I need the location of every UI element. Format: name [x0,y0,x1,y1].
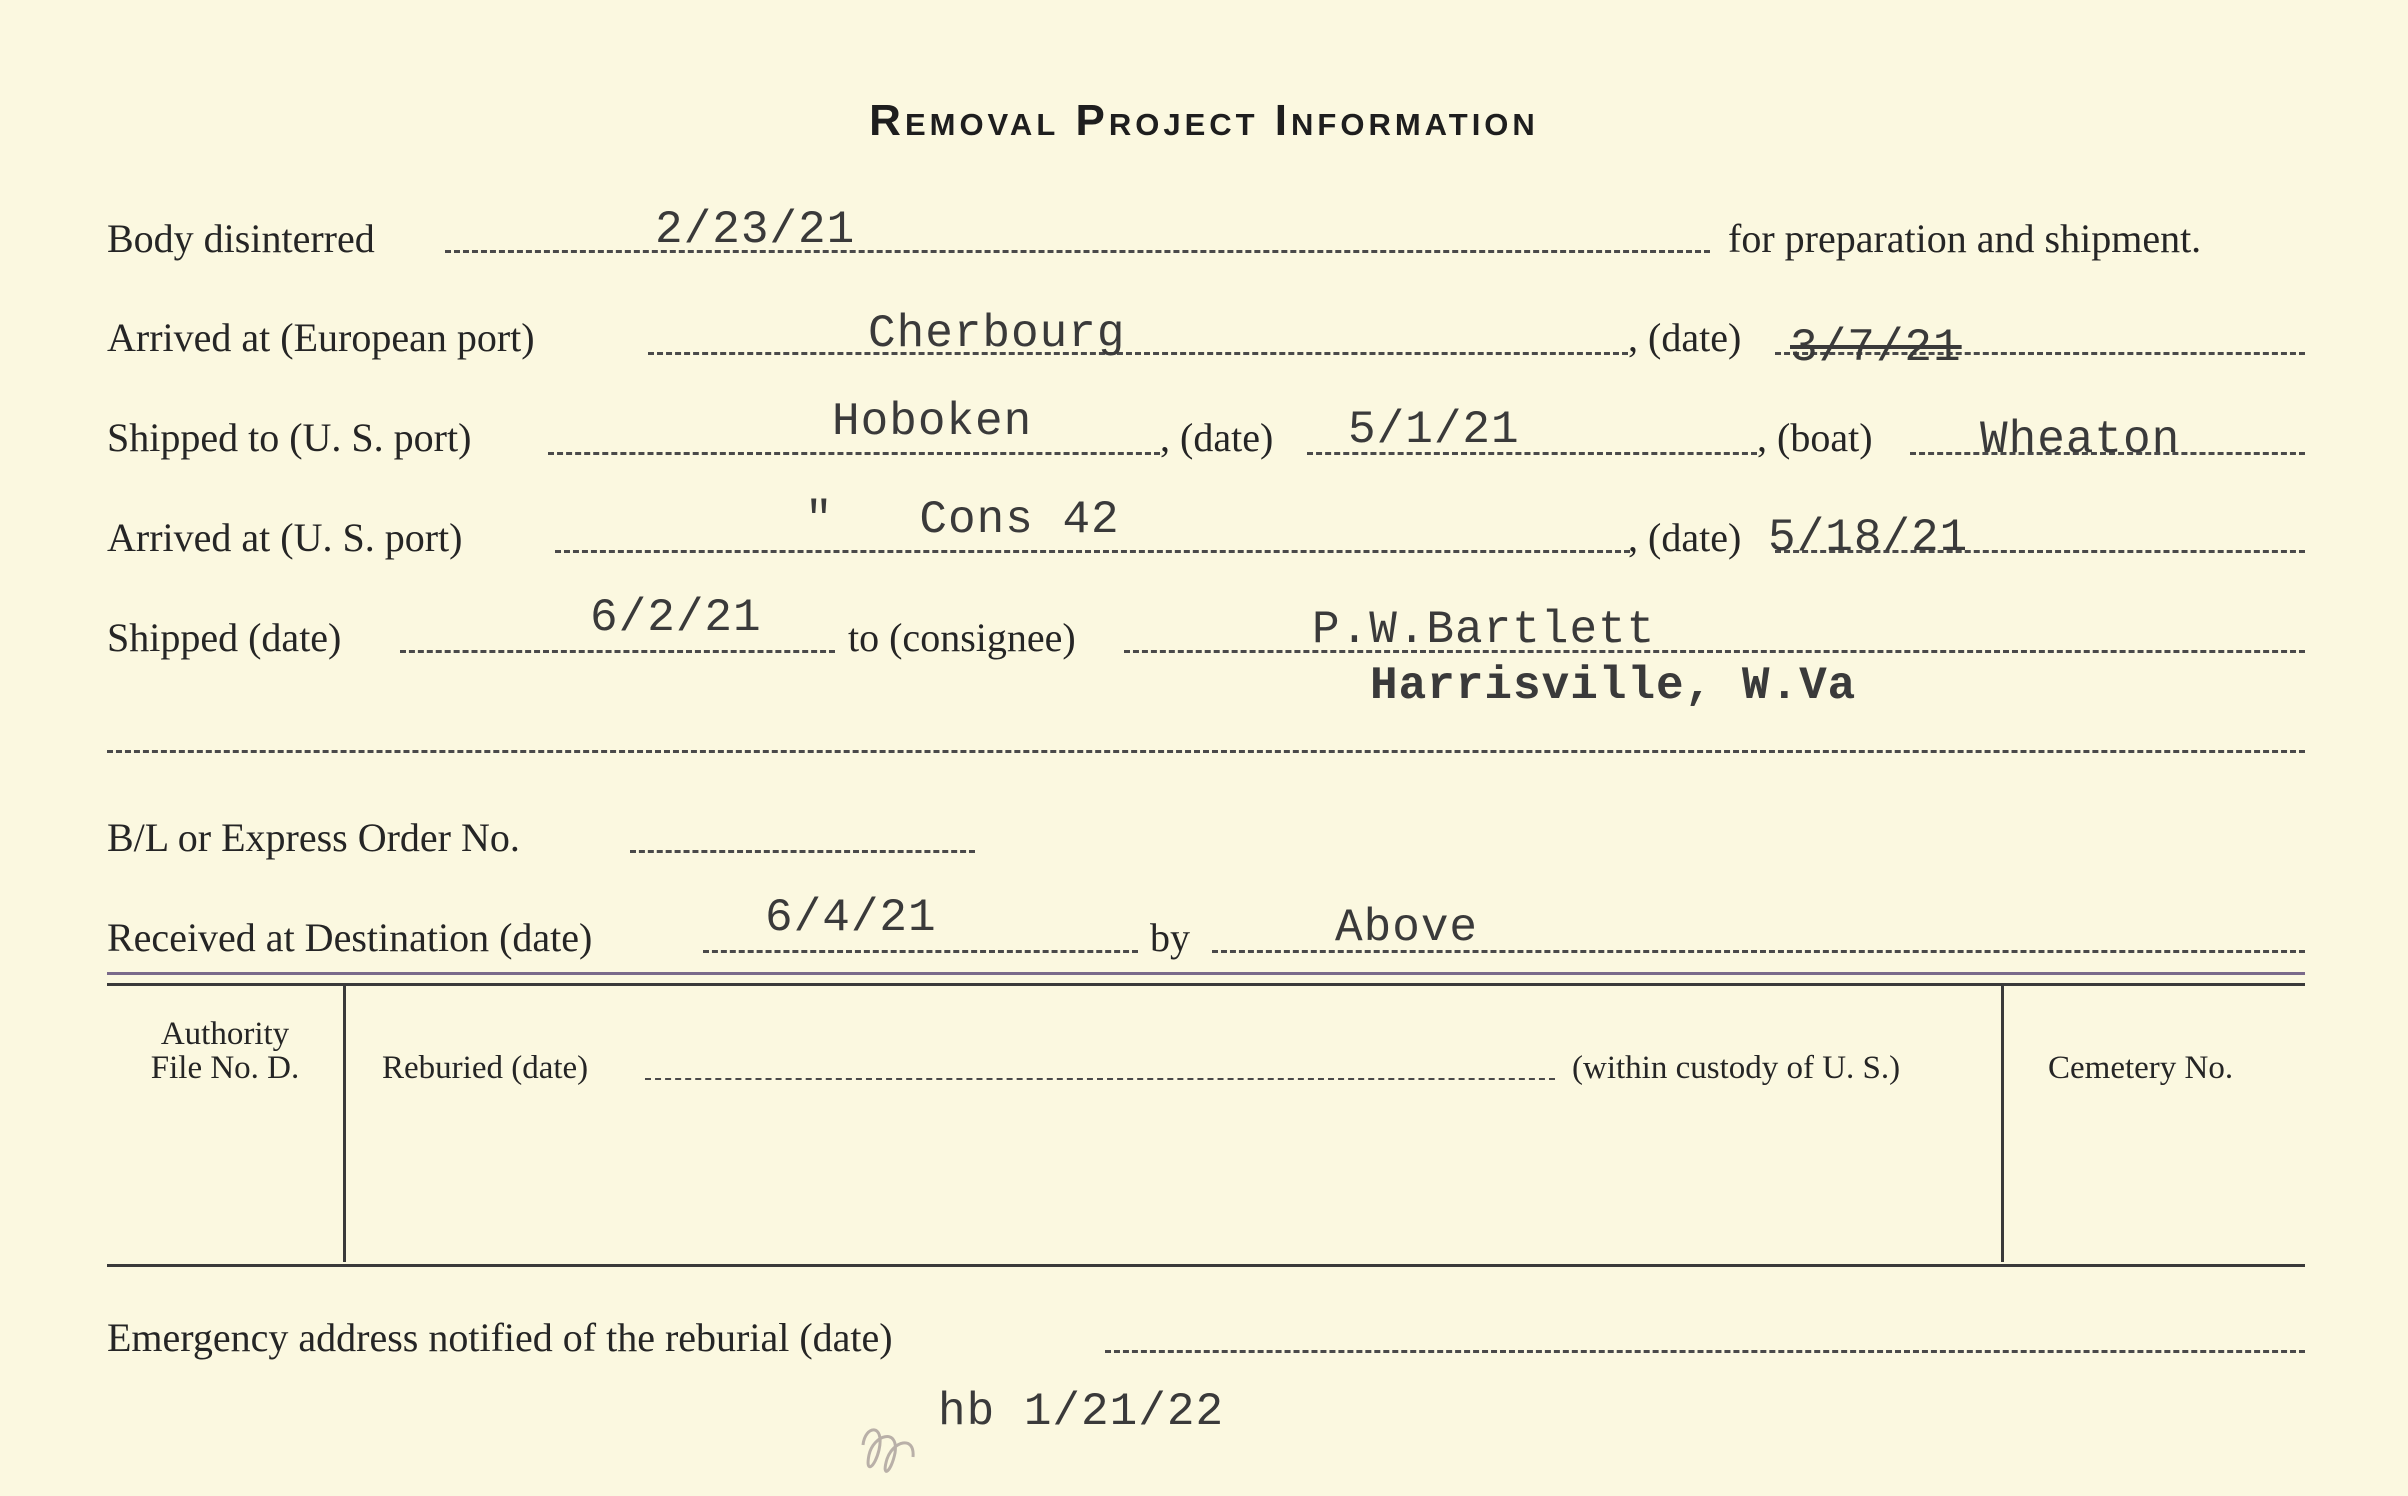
table-bottom-rule [107,1264,2305,1267]
custody-label: (within custody of U. S.) [1572,1050,1901,1086]
arrived-eu-date-value: 3/7/21 [1790,322,1962,374]
shipped-us-value: Hoboken [832,396,1033,448]
shipped-us-date-label: , (date) [1160,415,1274,460]
arrived-eu-date-label: , (date) [1628,315,1742,360]
arrived-us-date-label: , (date) [1628,515,1742,560]
received-line [703,950,1138,953]
body-disinterred-value: 2/23/21 [655,204,856,256]
by-value: Above [1335,902,1479,954]
reburied-label: Reburied (date) [382,1050,589,1086]
arrived-us-value: " Cons 42 [805,494,1120,546]
boat-value: Wheaton [1980,414,2181,466]
emergency-value: hb 1/21/22 [938,1386,1225,1438]
table-divider-left [343,986,346,1262]
boat-label: , (boat) [1757,415,1873,460]
reburied-line [645,1078,1555,1080]
bl-label: B/L or Express Order No. [107,815,520,860]
arrived-eu-line [648,352,1628,355]
arrived-us-label: Arrived at (U. S. port) [107,515,463,560]
emergency-label: Emergency address notified of the reburial (date) [107,1315,893,1360]
shipped-us-label: Shipped to (U. S. port) [107,415,472,460]
shipped-us-date-value: 5/1/21 [1348,404,1520,456]
consignee-line [1124,650,2305,653]
arrived-eu-value: Cherbourg [868,308,1126,360]
consignee-label: to (consignee) [848,615,1076,660]
body-disinterred-suffix: for preparation and shipment. [1728,216,2202,261]
authority-label-2: File No. D. [150,1050,300,1086]
table-divider-right [2001,986,2004,1262]
emergency-line [1105,1350,2305,1353]
shipped-date-line [400,650,835,653]
arrived-us-line [555,550,1630,553]
pencil-initial-mark [855,1405,925,1485]
authority-label-1: Authority [160,1016,290,1052]
body-disinterred-line [445,250,1710,253]
body-disinterred-label: Body disinterred [107,216,375,261]
arrived-us-date-value: 5/18/21 [1768,512,1969,564]
consignee-line-1: P.W.Bartlett [1312,604,1656,656]
arrived-eu-label: Arrived at (European port) [107,315,535,360]
consignee-extra-line [107,750,2305,753]
form-title: Removal Project Information [869,96,1539,145]
cemetery-label: Cemetery No. [2048,1050,2234,1086]
received-value: 6/4/21 [765,892,937,944]
double-rule-bottom [107,983,2305,986]
shipped-date-value: 6/2/21 [590,592,762,644]
by-label: by [1150,915,1190,960]
shipped-date-label: Shipped (date) [107,615,342,660]
received-label: Received at Destination (date) [107,915,593,960]
double-rule-top [107,972,2305,975]
shipped-us-line [548,452,1160,455]
bl-line [630,850,975,853]
consignee-line-2: Harrisville, W.Va [1370,660,1857,712]
